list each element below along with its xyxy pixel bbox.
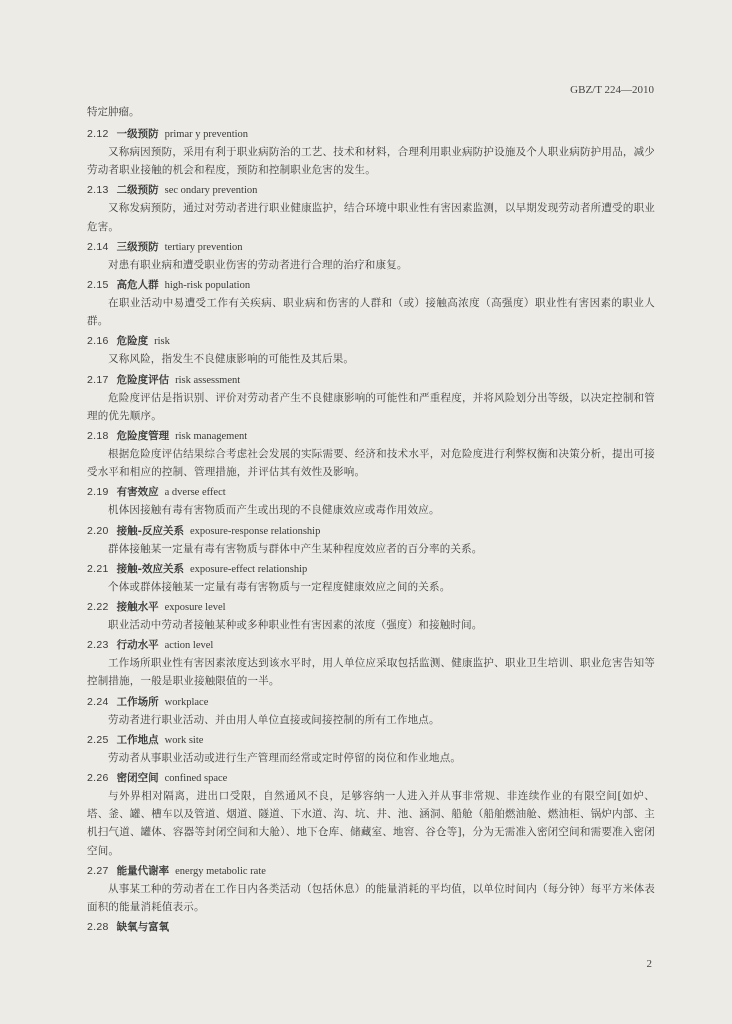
term-definition: 又称发病预防，通过对劳动者进行职业健康监护，结合环境中职业性有害因素监测，以早期发现劳动者所遭受的职业危害。 — [87, 202, 655, 233]
document-body — [87, 104, 655, 939]
term-entry — [87, 919, 655, 936]
term-definition: 对患有职业病和遭受职业伤害的劳动者进行合理的治疗和康复。 — [108, 258, 408, 271]
term-definition: 与外界相对隔离，进出口受限，自然通风不良，足够容纳一人进入并从事非常规、非连续作业的有限空间[如炉、塔、釜、罐、槽车以及管道、烟道、隧道、下水道、沟、坑、井、池、涵洞、船舱（船舶燃油舱、燃油柜、锅炉内部、主机扫气道、罐体、容器等封闭空间和大舱）、地下仓库、储藏室、地窖、谷仓等]，分为无需准入密闭空间和需要准入密闭空间。 — [87, 790, 655, 857]
term-name: 三级预防 — [116, 240, 159, 253]
term-number: 2.17 — [87, 373, 109, 386]
term-heading — [87, 277, 655, 294]
term-number: 2.21 — [87, 562, 109, 575]
term-name: 接触水平 — [116, 601, 159, 614]
term-number: 2.12 — [87, 128, 109, 140]
term-number: 2.16 — [87, 335, 109, 348]
term-english: high-risk population — [164, 280, 251, 292]
term-definition: 在职业活动中易遭受工作有关疾病、职业病和伤害的人群和（或）接触高浓度（高强度）职业性有害因素的职业人群。 — [87, 297, 655, 328]
term-english: sec ondary prevention — [164, 185, 258, 197]
term-heading — [87, 428, 655, 445]
term-english: risk management — [175, 431, 248, 443]
term-name: 危险度评估 — [116, 373, 170, 386]
term-definition: 劳动者进行职业活动、并由用人单位直接或间接控制的所有工作地点。 — [108, 713, 440, 726]
term-entry — [87, 599, 655, 634]
continuation-text: 特定肿瘤。 — [87, 106, 140, 118]
term-heading — [87, 770, 655, 787]
term-english: energy metabolic rate — [175, 865, 266, 877]
term-heading — [87, 333, 655, 350]
term-number: 2.27 — [87, 864, 109, 877]
term-english: risk assessment — [175, 374, 241, 386]
term-definition: 劳动者从事职业活动或进行生产管理而经常或定时停留的岗位和作业地点。 — [108, 751, 462, 764]
term-name: 有害效应 — [116, 486, 159, 499]
term-number: 2.24 — [87, 695, 109, 708]
term-heading — [87, 561, 655, 578]
term-heading — [87, 239, 655, 256]
term-english: risk — [154, 336, 170, 348]
term-english: workplace — [164, 696, 209, 708]
term-english: exposure-effect relationship — [190, 563, 308, 575]
term-entry — [87, 863, 655, 916]
term-entry — [87, 732, 655, 767]
term-entry — [87, 694, 655, 729]
term-english: action level — [164, 640, 214, 652]
term-name: 工作场所 — [116, 695, 159, 708]
term-heading — [87, 484, 655, 501]
term-entry — [87, 333, 655, 368]
term-definition: 从事某工种的劳动者在工作日内各类活动（包括休息）的能量消耗的平均值，以单位时间内（每分钟）每平方米体表面积的能量消耗值表示。 — [87, 882, 655, 914]
term-entry — [87, 561, 655, 596]
term-english: confined space — [164, 773, 228, 785]
term-name: 能量代谢率 — [116, 864, 170, 877]
term-entry — [87, 126, 655, 179]
term-number: 2.20 — [87, 524, 109, 537]
term-entry — [87, 372, 655, 425]
term-number: 2.28 — [87, 921, 109, 934]
term-name: 缺氧与富氧 — [116, 921, 170, 934]
term-name: 工作地点 — [116, 733, 159, 746]
term-number: 2.22 — [87, 601, 109, 614]
term-definition: 工作场所职业性有害因素浓度达到该水平时，用人单位应采取包括监测、健康监护、职业卫生培训、职业危害告知等控制措施，一般是职业接触限值的一半。 — [87, 657, 655, 688]
term-definition: 群体接触某一定量有毒有害物质与群体中产生某种程度效应者的百分率的关系。 — [108, 542, 483, 555]
term-entry — [87, 277, 655, 330]
term-number: 2.23 — [87, 639, 109, 652]
term-definition: 个体或群体接触某一定量有毒有害物质与一定程度健康效应之间的关系。 — [108, 580, 451, 593]
term-number: 2.26 — [87, 772, 109, 785]
term-entry — [87, 637, 655, 690]
term-number: 2.18 — [87, 430, 109, 443]
term-definition: 职业活动中劳动者接触某种或多种职业性有害因素的浓度（强度）和接触时间。 — [108, 619, 483, 632]
term-heading — [87, 372, 655, 389]
term-name: 高危人群 — [116, 279, 159, 292]
term-name: 危险度管理 — [116, 430, 170, 443]
term-entry — [87, 484, 655, 519]
term-heading — [87, 919, 655, 936]
term-heading — [87, 126, 655, 143]
term-definition: 机体因接触有毒有害物质而产生或出现的不良健康效应或毒作用效应。 — [108, 504, 440, 517]
term-name: 密闭空间 — [116, 772, 159, 785]
term-number: 2.25 — [87, 733, 109, 746]
term-heading — [87, 637, 655, 654]
term-english: primar y prevention — [164, 129, 249, 140]
term-heading — [87, 732, 655, 749]
term-entry — [87, 770, 655, 860]
term-number: 2.15 — [87, 279, 109, 292]
term-number: 2.13 — [87, 184, 109, 197]
term-name: 接触-反应关系 — [116, 524, 184, 537]
term-name: 行动水平 — [116, 639, 159, 652]
term-entry — [87, 182, 655, 235]
term-definition: 危险度评估是指识别、评价对劳动者产生不良健康影响的可能性和严重程度，并将风险划分出等级，以决定控制和管理的优先顺序。 — [87, 391, 655, 422]
term-definition: 又称风险，指发生不良健康影响的可能性及其后果。 — [108, 353, 355, 366]
term-definition: 根据危险度评估结果综合考虑社会发展的实际需要、经济和技术水平，对危险度进行利弊权衡和决策分析，提出可接受水平和相应的控制、管理措施，并评估其有效性及影响。 — [87, 448, 655, 479]
term-number: 2.19 — [87, 486, 109, 499]
term-entry — [87, 428, 655, 481]
term-english: exposure level — [164, 602, 226, 614]
term-name: 一级预防 — [116, 128, 159, 140]
term-heading — [87, 863, 655, 880]
page-number: 2 — [646, 958, 652, 970]
term-english: exposure-response relationship — [190, 525, 321, 537]
term-name: 二级预防 — [116, 184, 159, 197]
term-definition: 又称病因预防，采用有利于职业病防治的工艺、技术和材料，合理利用职业病防护设施及个人职业病防护用品，减少劳动者职业接触的机会和程度，预防和控制职业危害的发生。 — [87, 146, 655, 177]
term-english: tertiary prevention — [164, 241, 243, 253]
term-english: a dverse effect — [164, 487, 226, 499]
term-name: 危险度 — [116, 335, 149, 348]
term-number: 2.14 — [87, 240, 109, 253]
term-name: 接触-效应关系 — [116, 562, 184, 575]
term-english: work site — [164, 734, 204, 746]
term-entry — [87, 239, 655, 274]
term-heading — [87, 523, 655, 540]
term-entry — [87, 523, 655, 558]
term-heading — [87, 694, 655, 711]
term-heading — [87, 182, 655, 199]
document-code: GBZ/T 224—2010 — [570, 84, 654, 96]
term-heading — [87, 599, 655, 616]
